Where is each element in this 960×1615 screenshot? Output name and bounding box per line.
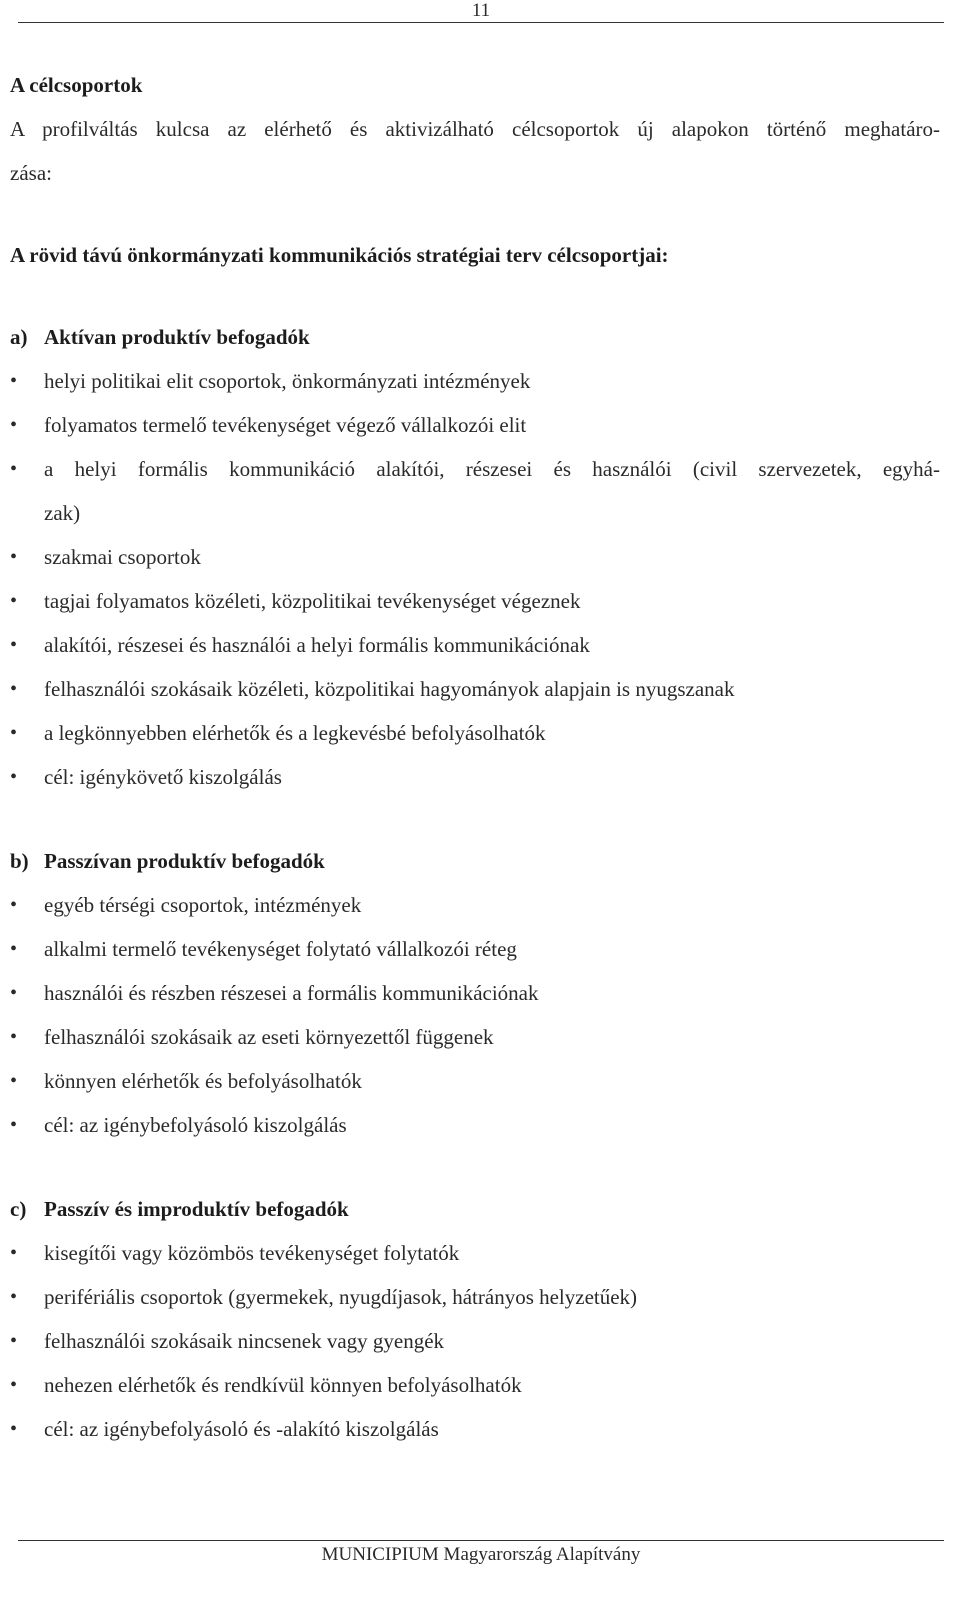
- footer-text: MUNICIPIUM Magyarország Alapítvány: [321, 1544, 641, 1565]
- list-item: [10, 1064, 940, 1108]
- bullet-icon: •: [10, 546, 18, 568]
- list-item: [10, 760, 940, 804]
- bullet-icon: •: [10, 982, 18, 1004]
- list-item-text: nehezen elérhetők és rendkívül könnyen befolyásolhatók: [44, 1373, 522, 1397]
- section-subtitle: A rövid távú önkormányzati kommunikációs stratégiai terv célcsoportjai:: [10, 243, 669, 267]
- page-number: 11: [471, 0, 491, 21]
- list-item: [10, 540, 940, 584]
- list-item-text: alakítói, részesei és használói a helyi formális kommunikációnak: [44, 633, 590, 657]
- bullet-icon: •: [10, 1418, 18, 1440]
- list-item: [10, 1236, 940, 1280]
- section-marker: c): [10, 1197, 27, 1221]
- list-item-text: zak): [44, 501, 81, 525]
- list-item: [10, 1280, 940, 1324]
- bullet-icon: •: [10, 1242, 18, 1264]
- list-item-text: perifériális csoportok (gyermekek, nyugdíjasok, hátrányos helyzetűek): [44, 1285, 638, 1309]
- bullet-icon: •: [10, 894, 18, 916]
- bullet-icon: •: [10, 458, 18, 480]
- spacer: [10, 804, 940, 844]
- list-item-text: szakmai csoportok: [44, 545, 201, 569]
- spacer: [10, 282, 940, 320]
- list-item: [10, 1108, 940, 1152]
- bullet-icon: •: [10, 1070, 18, 1092]
- list-item: [10, 452, 940, 496]
- intro-paragraph-line-2: zása:: [10, 161, 52, 185]
- bullet-icon: •: [10, 634, 18, 656]
- list-item-text: a legkönnyebben elérhetők és a legkevésbé befolyásolhatók: [44, 721, 546, 745]
- list-item: [10, 888, 940, 932]
- list-item-text: könnyen elérhetők és befolyásolhatók: [44, 1069, 362, 1093]
- section-marker: a): [10, 325, 28, 349]
- section-b-title: [10, 844, 940, 888]
- spacer: [10, 1152, 940, 1192]
- list-item: [10, 716, 940, 760]
- list-item-text: cél: igénykövető kiszolgálás: [44, 765, 282, 789]
- bullet-icon: •: [10, 370, 18, 392]
- list-item: [10, 976, 940, 1020]
- section-marker: b): [10, 849, 29, 873]
- list-item-text: helyi politikai elit csoportok, önkormányzati intézmények: [44, 369, 531, 393]
- section-title-text: Passzívan produktív befogadók: [44, 849, 325, 873]
- list-item-text: tagjai folyamatos közéleti, közpolitikai tevékenységet végeznek: [44, 589, 581, 613]
- list-item-text: felhasználói szokásaik az eseti környezettől függenek: [44, 1025, 494, 1049]
- list-item: [10, 628, 940, 672]
- bullet-icon: •: [10, 1286, 18, 1308]
- document-body: [10, 68, 940, 1456]
- list-item-text: cél: az igénybefolyásoló kiszolgálás: [44, 1113, 347, 1137]
- bullet-icon: •: [10, 1330, 18, 1352]
- bullet-icon: •: [10, 938, 18, 960]
- bullet-icon: •: [10, 722, 18, 744]
- list-item-continuation: [10, 496, 940, 540]
- bullet-icon: •: [10, 1026, 18, 1048]
- list-item-text: egyéb térségi csoportok, intézmények: [44, 893, 362, 917]
- list-item-text: folyamatos termelő tevékenységet végező vállalkozói elit: [44, 413, 527, 437]
- intro-paragraph-line-1: A profilváltás kulcsa az elérhető és aktivizálható célcsoportok új alapokon történő meghatáro-: [10, 117, 940, 141]
- list-item: [10, 408, 940, 452]
- list-item-text: felhasználói szokásaik közéleti, közpolitikai hagyományok alapjain is nyugszanak: [44, 677, 735, 701]
- list-item: [10, 1412, 940, 1456]
- spacer: [10, 200, 940, 238]
- section-title-text: Passzív és improduktív befogadók: [44, 1197, 349, 1221]
- bullet-icon: •: [10, 590, 18, 612]
- list-item-text: cél: az igénybefolyásoló és -alakító kiszolgálás: [44, 1417, 439, 1441]
- section-title-text: Aktívan produktív befogadók: [44, 325, 310, 349]
- bullet-icon: •: [10, 414, 18, 436]
- bullet-icon: •: [10, 678, 18, 700]
- list-item: [10, 1324, 940, 1368]
- section-a-title: [10, 320, 940, 364]
- list-item-text: kisegítői vagy közömbös tevékenységet folytatók: [44, 1241, 460, 1265]
- list-item: [10, 932, 940, 976]
- list-item: [10, 584, 940, 628]
- list-item: [10, 364, 940, 408]
- list-item: [10, 672, 940, 716]
- page-header: [18, 0, 944, 23]
- bullet-icon: •: [10, 1114, 18, 1136]
- section-c-title: [10, 1192, 940, 1236]
- bullet-icon: •: [10, 766, 18, 788]
- list-item-text: alkalmi termelő tevékenységet folytató vállalkozói réteg: [44, 937, 517, 961]
- list-item-text: felhasználói szokásaik nincsenek vagy gyengék: [44, 1329, 445, 1353]
- list-item-text: használói és részben részesei a formális kommunikációnak: [44, 981, 539, 1005]
- page-footer: [18, 1540, 944, 1569]
- list-item-text: a helyi formális kommunikáció alakítói, részesei és használói (civil szervezetek, egyhá-: [44, 457, 940, 481]
- list-item: [10, 1020, 940, 1064]
- bullet-icon: •: [10, 1374, 18, 1396]
- list-item: [10, 1368, 940, 1412]
- page-title: A célcsoportok: [10, 73, 143, 97]
